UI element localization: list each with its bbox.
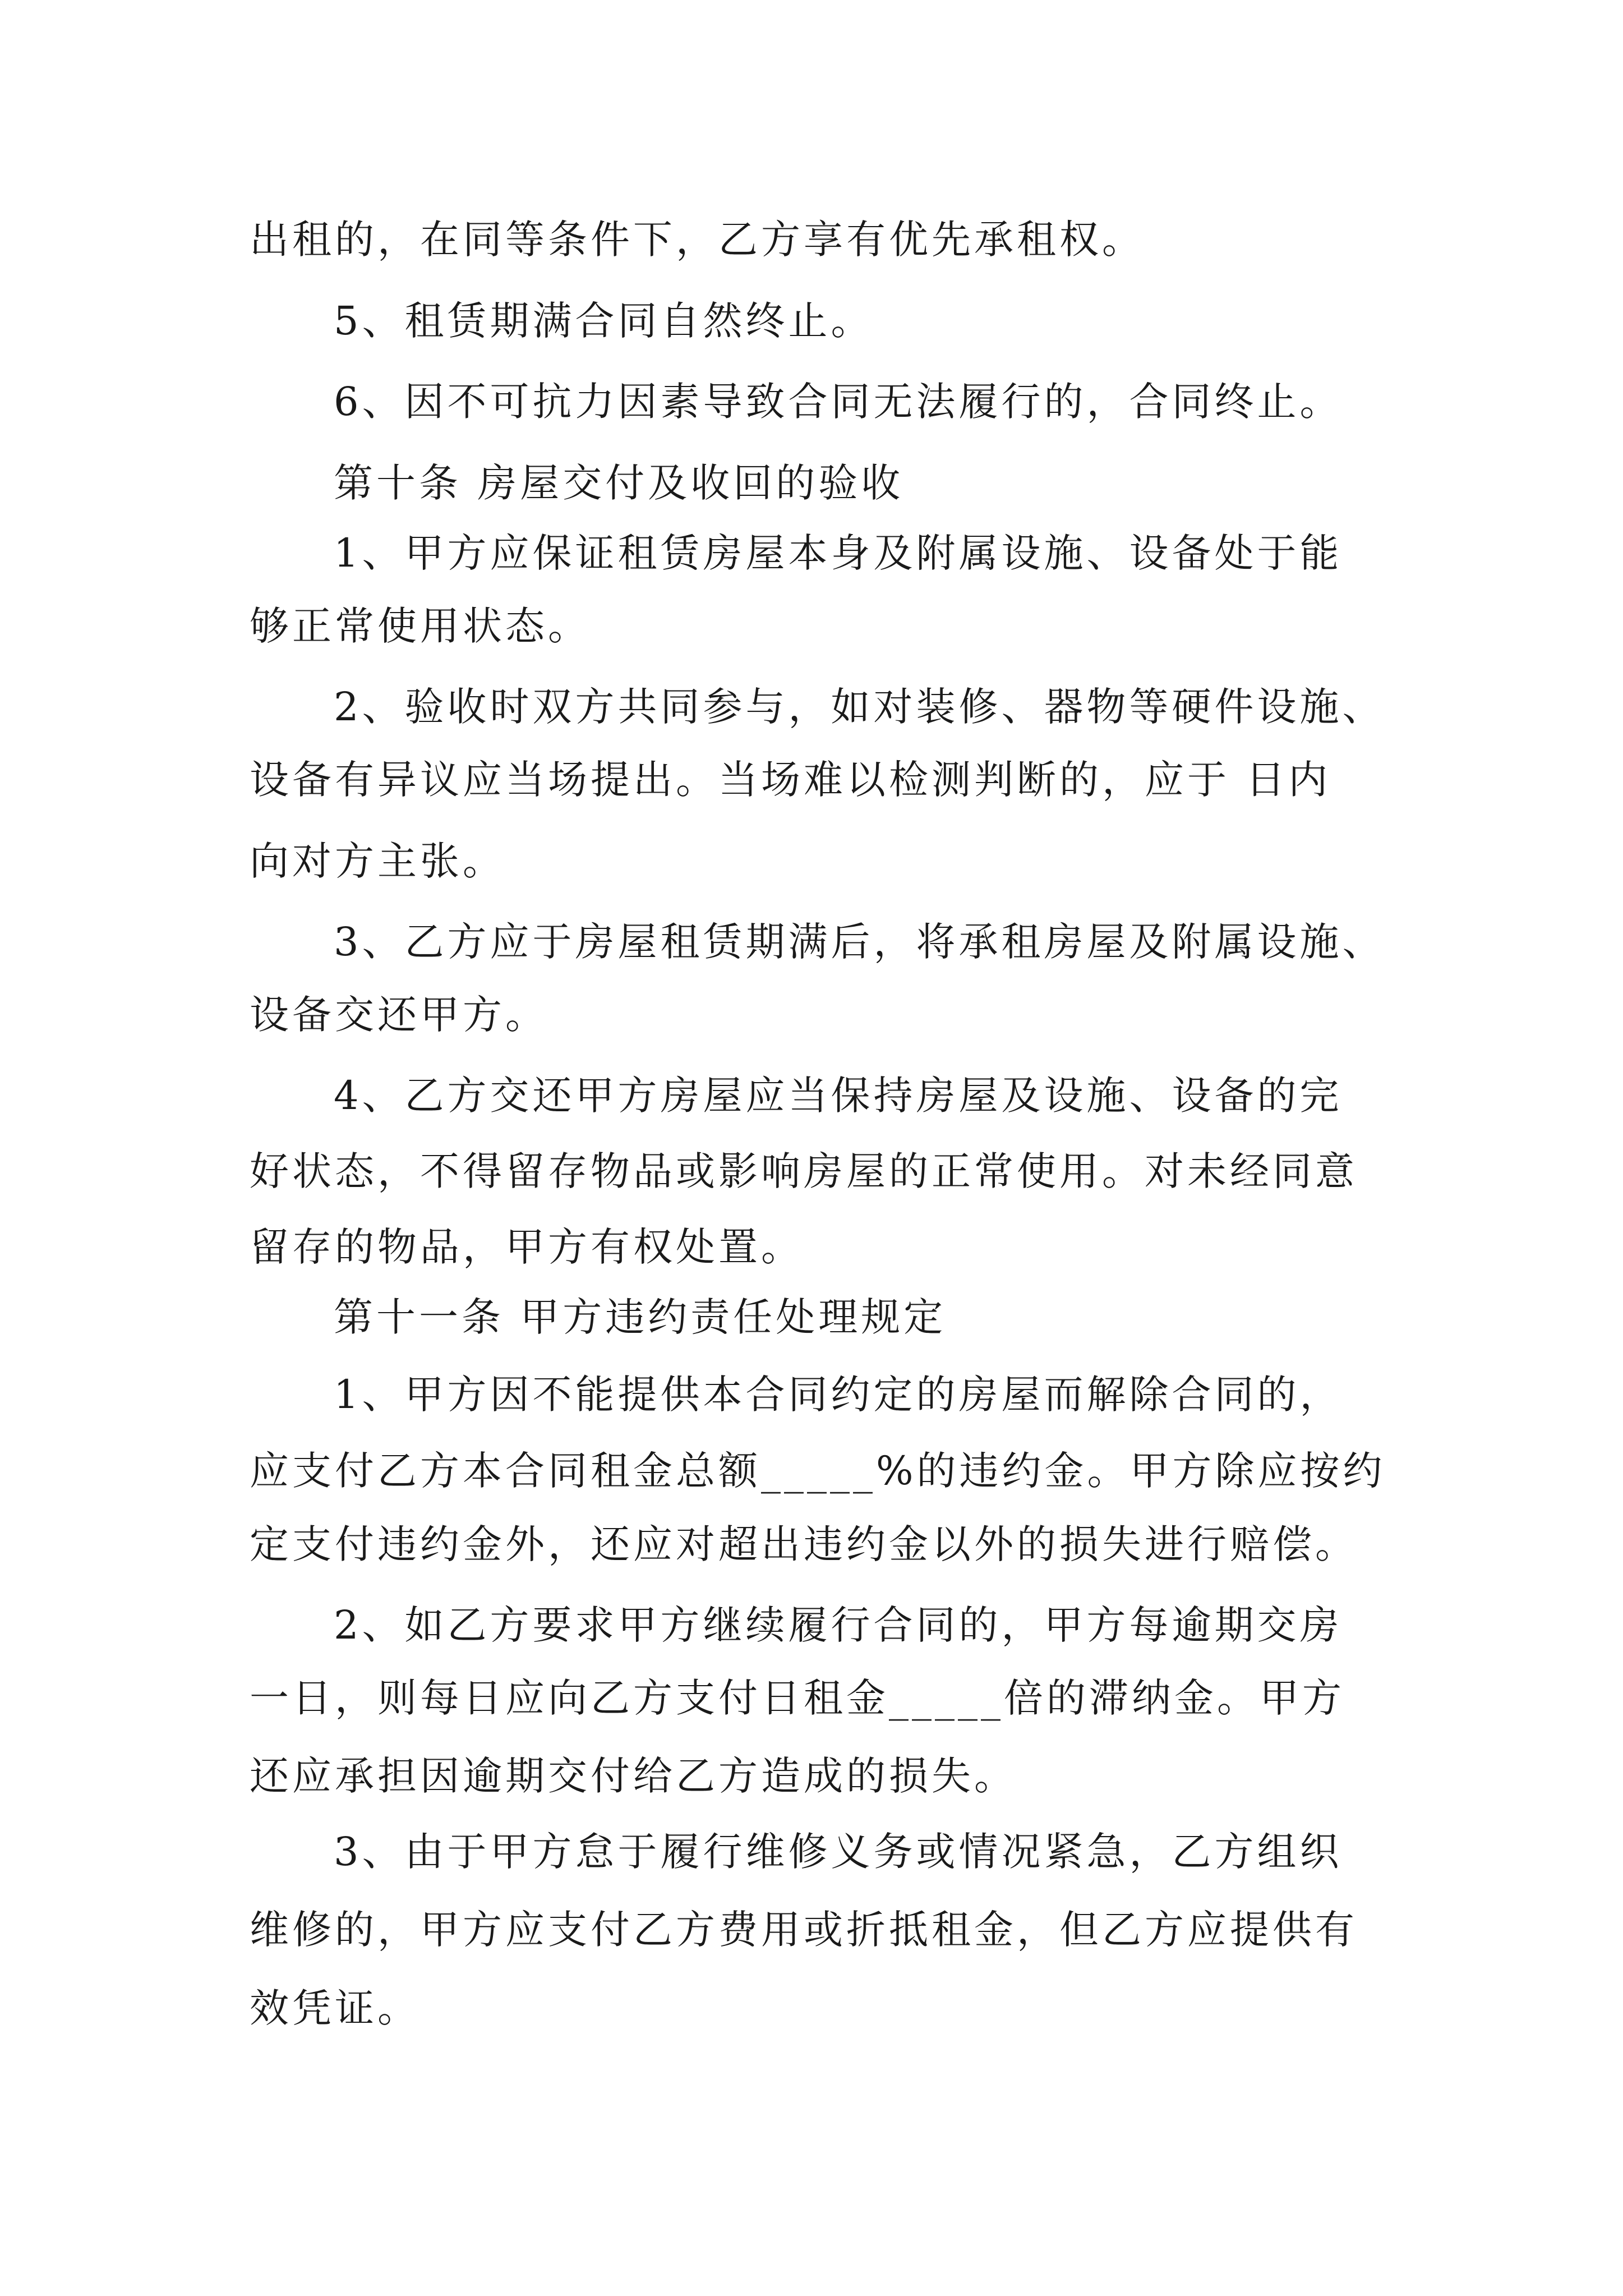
text-line: 维修的，甲方应支付乙方费用或折抵租金，但乙方应提供有 (250, 1907, 1358, 1953)
section-heading: 第十一条 甲方违约责任处理规定 (334, 1294, 947, 1340)
section-heading: 第十条 房屋交付及收回的验收 (334, 460, 904, 506)
text-line: 设备交还甲方。 (250, 992, 548, 1038)
text-line: 还应承担因逾期交付给乙方造成的损失。 (250, 1753, 1017, 1799)
text-line: 效凭证。 (250, 1985, 420, 2031)
text-line: 6、因不可抗力因素导致合同无法履行的，合同终止。 (334, 379, 1343, 425)
text-line: 2、验收时双方共同参与，如对装修、器物等硬件设施、 (334, 684, 1385, 730)
text-line: 设备有异议应当场提出。当场难以检测判断的，应于 日内 (250, 757, 1331, 803)
text-line: 够正常使用状态。 (250, 603, 591, 649)
text-line: 好状态，不得留存物品或影响房屋的正常使用。对未经同意 (250, 1148, 1358, 1194)
text-line: 应支付乙方本合同租金总额_____%的违约金。甲方除应按约 (250, 1448, 1386, 1494)
text-line: 5、租赁期满合同自然终止。 (334, 298, 874, 344)
text-line: 1、甲方因不能提供本合同约定的房屋而解除合同的， (334, 1372, 1343, 1418)
text-line: 1、甲方应保证租赁房屋本身及附属设施、设备处于能 (334, 530, 1343, 576)
text-line: 3、乙方应于房屋租赁期满后，将承租房屋及附属设施、 (334, 919, 1385, 965)
text-line: 4、乙方交还甲方房屋应当保持房屋及设施、设备的完 (334, 1073, 1343, 1119)
text-line: 3、由于甲方怠于履行维修义务或情况紧急，乙方组织 (334, 1829, 1343, 1875)
text-line: 定支付违约金外，还应对超出违约金以外的损失进行赔偿。 (250, 1521, 1358, 1567)
text-line: 向对方主张。 (250, 838, 505, 884)
text-line: 一日，则每日应向乙方支付日租金_____倍的滞纳金。甲方 (250, 1675, 1345, 1721)
text-line: 2、如乙方要求甲方继续履行合同的，甲方每逾期交房 (334, 1602, 1343, 1648)
text-line: 留存的物品，甲方有权处置。 (250, 1224, 804, 1270)
text-line: 出租的，在同等条件下，乙方享有优先承租权。 (250, 217, 1145, 263)
